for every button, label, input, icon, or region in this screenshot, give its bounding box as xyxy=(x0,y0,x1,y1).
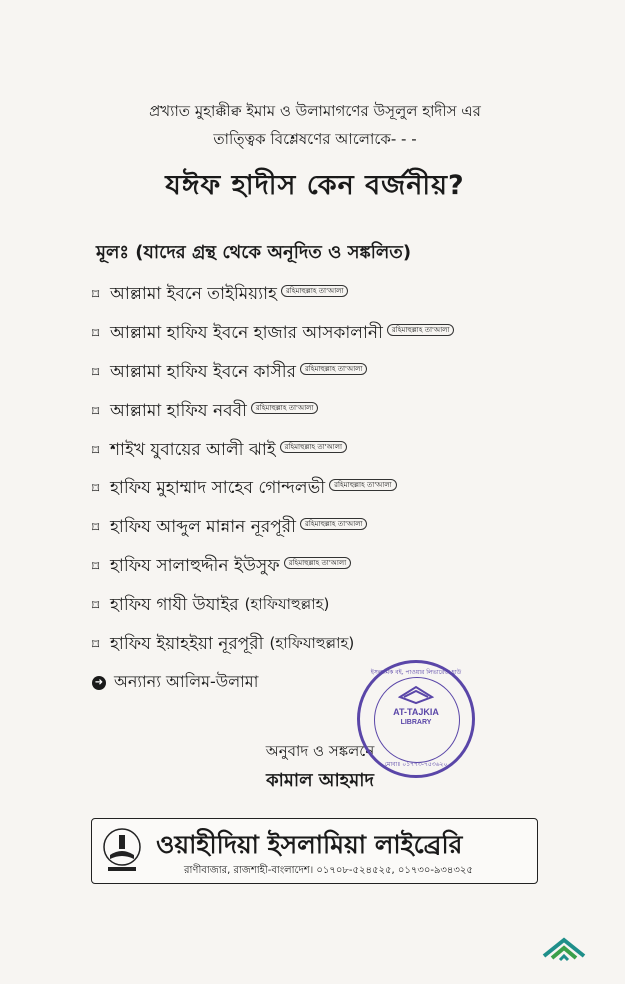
stamp-ring-text: ইসলামিক বই, পাওয়ার লিভারেজ হাউ xyxy=(370,669,462,676)
source-heading: মূলঃ (যাদের গ্রন্থ থেকে অনূদিত ও সঙ্কলিত) xyxy=(96,242,412,263)
scholar-name: আল্লামা ইবনে তাইমিয়্যাহ xyxy=(110,284,277,305)
bullet-icon: ⌑ xyxy=(92,597,100,614)
arrow-right-icon: ➜ xyxy=(92,676,106,690)
translator-label: অনুবাদ ও সঙ্কলনে xyxy=(265,742,375,760)
honorific-badge: রহিমাহুল্লাহ তা'আলা xyxy=(300,518,367,530)
scholar-item xyxy=(92,548,454,587)
stamp-name: AT-TAJKIA xyxy=(393,707,439,717)
honorific-badge: রহিমাহুল্লাহ তা'আলা xyxy=(280,441,347,453)
scholar-item xyxy=(92,431,454,470)
bullet-icon: ⌑ xyxy=(92,520,100,537)
scholar-item xyxy=(92,509,454,548)
honorific-badge: রহিমাহুল্লাহ তা'আলা xyxy=(281,285,348,297)
scholar-name: হাফিয মুহাম্মাদ সাহেব গোন্দলভী xyxy=(110,478,326,499)
book-stack-icon xyxy=(398,683,434,710)
honorific-badge: রহিমাহুল্লাহ তা'আলা xyxy=(284,557,351,569)
bullet-icon: ⌑ xyxy=(92,326,100,343)
scholar-list xyxy=(92,276,454,664)
intro-line-1: প্রখ্যাত মুহাক্কীক্ব ইমাম ও উলামাগণের উসূলুল হাদীস এর xyxy=(149,102,481,120)
honorific-badge: রহিমাহুল্লাহ তা'আলা xyxy=(251,402,318,414)
publisher-logo-icon xyxy=(102,825,142,875)
scholar-name: আল্লামা হাফিয নববী xyxy=(110,400,247,421)
bullet-icon: ⌑ xyxy=(92,481,100,498)
scholar-item xyxy=(92,276,454,315)
scholar-name: শাইখ যুবায়ের আলী ঝাই xyxy=(110,439,276,460)
scholar-item xyxy=(92,625,454,664)
scholar-item xyxy=(92,315,454,354)
bullet-icon: ⌑ xyxy=(92,364,100,381)
scholar-item xyxy=(92,470,454,509)
scholar-name: হাফিয ইয়াহইয়া নূরপূরী xyxy=(110,633,264,654)
other-scholars-label: অন্যান্য আলিম-উলামা xyxy=(114,672,259,691)
scholar-name: আল্লামা হাফিয ইবনে হাজার আসকালানী xyxy=(110,323,383,344)
scholar-name: হাফিয আব্দুল মান্নান নূরপূরী xyxy=(110,517,296,538)
other-scholars xyxy=(92,669,258,696)
library-stamp xyxy=(357,660,475,778)
intro-line-2: তাত্ত্বিক বিশ্লেষণের আলোকে- - - xyxy=(213,130,417,148)
bullet-icon: ⌑ xyxy=(92,558,100,575)
scholar-suffix: (হাফিযাহুল্লাহ) xyxy=(269,634,355,653)
scholar-item xyxy=(92,354,454,393)
bullet-icon: ⌑ xyxy=(92,287,100,304)
bullet-icon: ⌑ xyxy=(92,636,100,653)
publisher-name: ওয়াহীদিয়া ইসলামিয়া লাইব্রেরি xyxy=(156,830,463,859)
bullet-icon: ⌑ xyxy=(92,403,100,420)
honorific-badge: রহিমাহুল্লাহ তা'আলা xyxy=(300,363,367,375)
stamp-phone: মোবাঃ ০১৭৭৩-৭৫৩৬২০ xyxy=(384,761,448,768)
corner-brand-logo-icon xyxy=(540,934,588,964)
scholar-name: আল্লামা হাফিয ইবনে কাসীর xyxy=(110,361,296,382)
honorific-badge: রহিমাহুল্লাহ তা'আলা xyxy=(329,479,396,491)
scholar-name: হাফিয সালাহুদ্দীন ইউসুফ xyxy=(110,555,280,576)
translator-name: কামাল আহমাদ xyxy=(266,770,374,791)
bullet-icon: ⌑ xyxy=(92,442,100,459)
scholar-name: হাফিয গাযী উযাইর xyxy=(110,594,239,615)
stamp-sub: LIBRARY xyxy=(400,719,432,726)
scholar-item xyxy=(92,586,454,625)
publisher-address: রাণীবাজার, রাজশাহী-বাংলাদেশ। ০১৭০৮-৫২৪৫২৫, ০১৭৩০-৯৩৪৩২৫ xyxy=(184,865,473,876)
honorific-badge: রহিমাহুল্লাহ তা'আলা xyxy=(387,324,454,336)
book-title: যঈফ হাদীস কেন বর্জনীয়? xyxy=(165,170,465,201)
publisher-box xyxy=(91,818,538,884)
scholar-item xyxy=(92,392,454,431)
scholar-suffix: (হাফিযাহুল্লাহ) xyxy=(244,595,330,614)
